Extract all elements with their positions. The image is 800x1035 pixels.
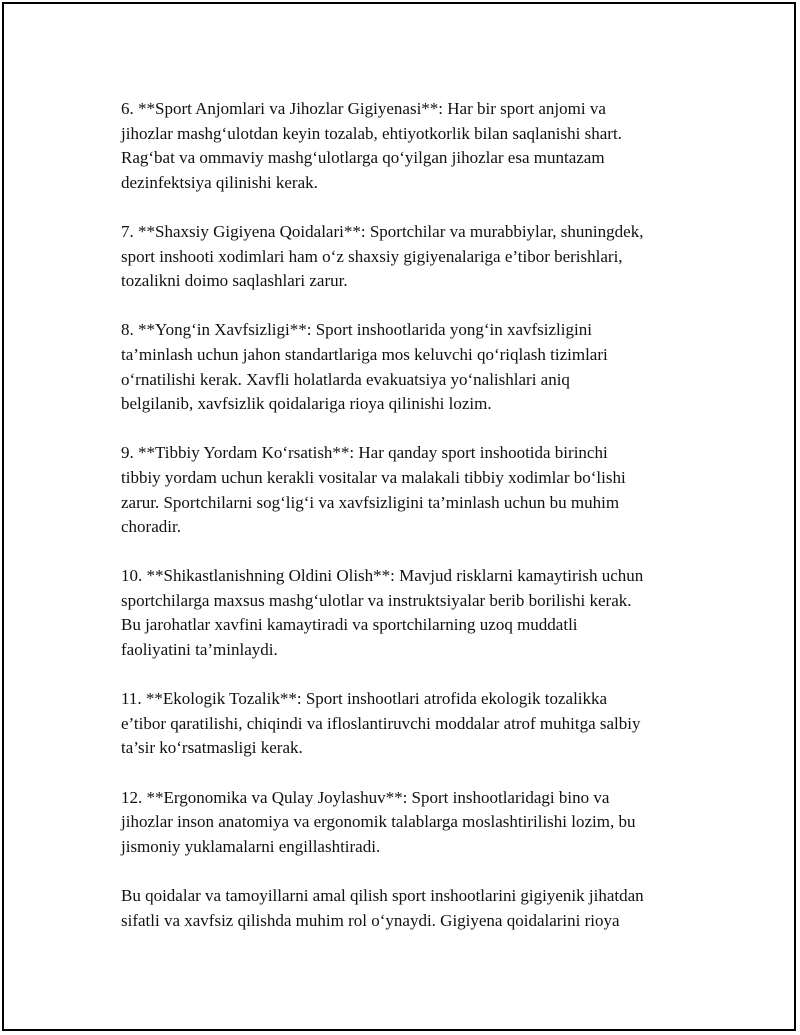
text-line: 12. **Ergonomika va Qulay Joylashuv**: Sport inshootlaridagi bino va: [121, 787, 610, 807]
paragraph-item-8: [121, 318, 701, 416]
text-line: 7. **Shaxsiy Gigiyena Qoidalari**: Sportchilar va murabbiylar, shuningdek,: [121, 221, 644, 241]
paragraph-item-11: [121, 687, 701, 761]
text-line: dezinfektsiya qilinishi kerak.: [121, 172, 318, 192]
paragraph-item-10: [121, 564, 701, 662]
page-frame: [2, 2, 796, 1031]
text-line: Bu jarohatlar xavfini kamaytiradi va sportchilarning uzoq muddatli: [121, 615, 578, 635]
paragraph-item-6: [121, 97, 701, 195]
paragraph-item-9: [121, 441, 701, 539]
text-line: 8. **Yong‘in Xavfsizligi**: Sport inshootlarida yong‘in xavfsizligini: [121, 320, 592, 340]
text-line: tozalikni doimo saqlashlari zarur.: [121, 271, 348, 291]
text-line: jihozlar inson anatomiya va ergonomik talablarga moslashtirilishi lozim, bu: [121, 812, 636, 832]
text-line: belgilanib, xavfsizlik qoidalariga rioya qilinishi lozim.: [121, 394, 492, 414]
text-line: ta’minlash uchun jahon standartlariga mos keluvchi qo‘riqlash tizimlari: [121, 344, 608, 364]
text-line: Bu qoidalar va tamoyillarni amal qilish sport inshootlarini gigiyenik jihatdan: [121, 886, 644, 905]
text-line: e’tibor qaratilishi, chiqindi va ifloslantiruvchi moddalar atrof muhitga salbiy: [121, 713, 641, 733]
text-line: zarur. Sportchilarni sog‘lig‘i va xavfsizligini ta’minlash uchun bu muhim: [121, 492, 620, 512]
text-line: jihozlar mashg‘ulotdan keyin tozalab, ehtiyotkorlik bilan saqlanishi shart.: [121, 123, 622, 143]
paragraph-item-7: [121, 220, 701, 294]
text-line: faoliyatini ta’minlaydi.: [121, 640, 278, 660]
text-line: sifatli va xavfsiz qilishda muhim rol o‘ynaydi. Gigiyena qoidalarini rioya: [121, 910, 620, 930]
text-line: Rag‘bat va ommaviy mashg‘ulotlarga qo‘yilgan jihozlar esa muntazam: [121, 148, 605, 168]
text-line: sport inshooti xodimlari ham o‘z shaxsiy gigiyenalariga e’tibor berishlari,: [121, 246, 623, 266]
paragraph-item-12: [121, 786, 701, 860]
text-line: ta’sir ko‘rsatmasligi kerak.: [121, 738, 303, 758]
text-line: o‘rnatilishi kerak. Xavfli holatlarda evakuatsiya yo‘nalishlari aniq: [121, 369, 570, 389]
text-line: 9. **Tibbiy Yordam Ko‘rsatish**: Har qanday sport inshootida birinchi: [121, 443, 608, 463]
text-line: 10. **Shikastlanishning Oldini Olish**: Mavjud risklarni kamaytirish uchun: [121, 566, 644, 586]
text-line: choradir.: [121, 517, 181, 537]
text-line: 6. **Sport Anjomlari va Jihozlar Gigiyenasi**: Har bir sport anjomi va: [121, 99, 606, 118]
paragraph-conclusion: [121, 884, 701, 933]
text-line: tibbiy yordam uchun kerakli vositalar va malakali tibbiy xodimlar bo‘lishi: [121, 467, 626, 487]
text-line: sportchilarga maxsus mashg‘ulotlar va instruktsiyalar berib borilishi kerak.: [121, 590, 632, 610]
text-line: jismoniy yuklamalarni engillashtiradi.: [121, 836, 381, 856]
document-body: [121, 97, 701, 958]
text-line: 11. **Ekologik Tozalik**: Sport inshootlari atrofida ekologik tozalikka: [121, 689, 608, 709]
